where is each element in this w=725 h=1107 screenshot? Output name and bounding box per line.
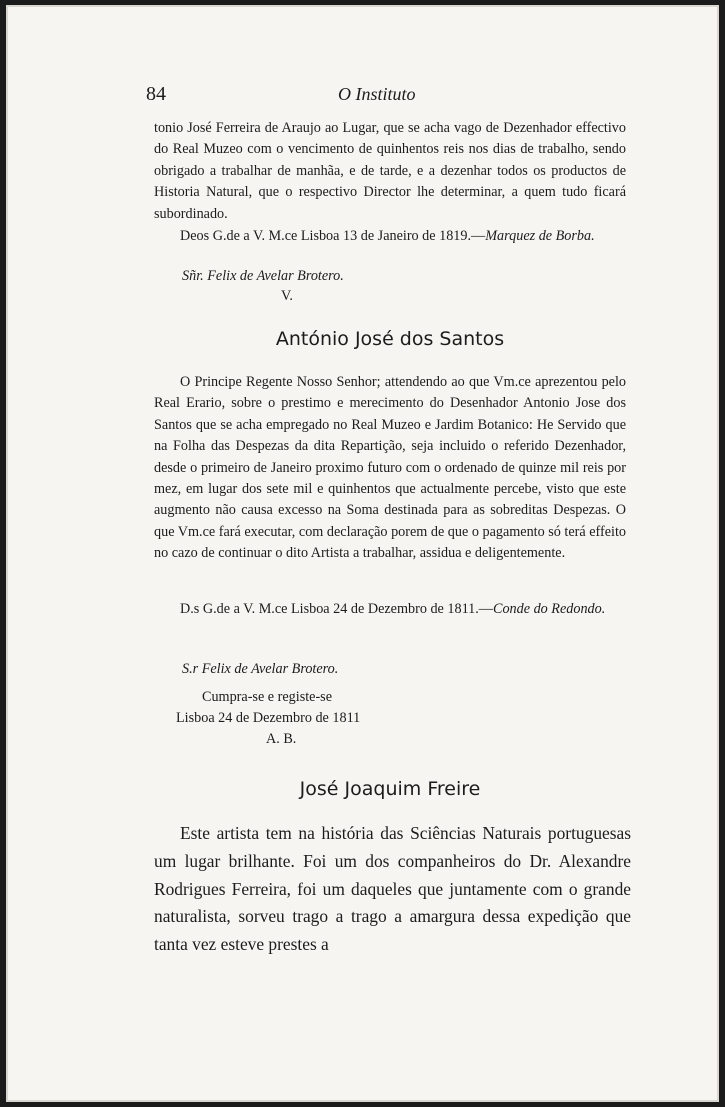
letter1-mark: V. <box>281 288 293 304</box>
section1-closing-line <box>154 599 626 620</box>
letter1-body: tonio José Ferreira de Araujo ao Lugar, que se acha vago de Dezenhador effectivo do Real Muzeo com o vencimento de quinhentos reis nos dias de trabalho, sendo obrigado a trabalhar de manhãa, e de tarde, e a dezenhar todos os productos de Historia Natural, que o respectivo Director lhe determinar, a quem tudo ficará subordinado. <box>154 120 626 222</box>
section2-body: Este artista tem na história das Sciências Naturais portuguesas um lugar brilhante. Foi um dos companheiros do Dr. Alexandre Rodrigues Ferreira, foi um daqueles que juntamente com o grande naturalista, sorveu trago a trago a amargura dessa expedição que tanta vez esteve prestes a <box>154 823 631 955</box>
note-line-3: A. B. <box>266 731 297 747</box>
section1-signatory: Conde do Redondo. <box>492 601 606 617</box>
page-number: 84 <box>146 83 166 105</box>
note-line-2: Lisboa 24 de Dezembro de 1811 <box>176 710 361 726</box>
running-title: O Instituto <box>338 84 416 104</box>
note-line-1: Cumpra-se e registe-se <box>202 689 333 705</box>
section1-addressee: S.r Felix de Avelar Brotero. <box>182 661 339 677</box>
section1-closing: D.s G.de a V. M.ce Lisboa 24 de Dezembro de 1811.— <box>180 601 493 617</box>
section2-heading: José Joaquim Freire <box>299 778 481 800</box>
document-page <box>6 5 719 1102</box>
letter1-addressee: Sñr. Felix de Avelar Brotero. <box>182 268 344 284</box>
letter1-closing-line <box>154 226 626 247</box>
section1-heading: António José dos Santos <box>275 328 505 350</box>
letter1-closing: Deos G.de a V. M.ce Lisboa 13 de Janeiro de 1819.— <box>180 228 486 244</box>
letter1-signatory: Marquez de Borba. <box>485 228 595 244</box>
section1-body: O Principe Regente Nosso Senhor; attendendo ao que Vm.ce aprezentou pelo Real Erario, sobre o prestimo e merecimento do Desenhador Antonio Jose dos Santos que se acha empregado no Real Muzeo e Jardim Botanico: He Servido que na Folha das Despezas da dita Repartição, seja incluido o referido Dezenhador, desde o primeiro de Janeiro proximo futuro com o ordenado de quinze mil reis por mez, em lugar dos sete mil e quinhentos que actualmente percebe, visto que este augmento não causa excesso na Soma destinada para as sobreditas Despezas. O que Vm.ce fará executar, com declaração porem de que o pagamento só terá effeito no cazo de continuar o dito Artista a trabalhar, assidua e deligentemente. <box>154 374 626 562</box>
